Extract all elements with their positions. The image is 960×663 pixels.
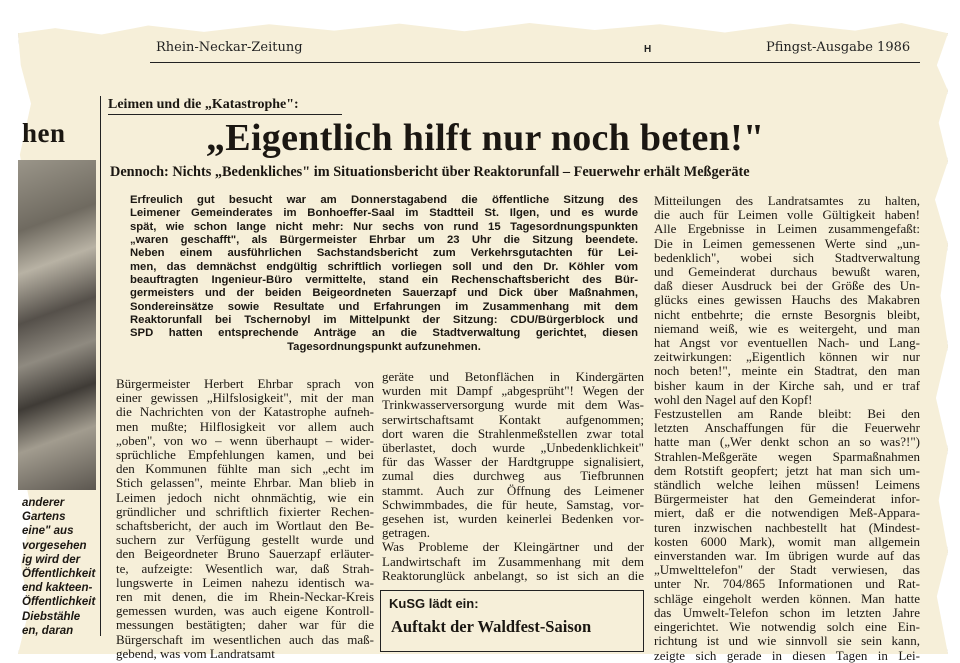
article-column-3 (654, 194, 920, 663)
caption-line: Diebstähle (22, 610, 81, 623)
article-headline: „Eigentlich hilft nur noch beten!" (206, 117, 765, 159)
lead-line: „waren geschafft", als Bürgermeister Ehrbar um 23 Uhr die Sitzung beendete. (130, 234, 638, 247)
column-3-line: hat Angst vor eventuellen Nach- und Lang- (654, 336, 920, 351)
column-2-line: stammt. Auch zur Öffnung des Leimener (382, 483, 644, 498)
lead-line: SPD hatten entsprechende Anträge an die Stadtverwaltung gerichtet, diesen (130, 327, 638, 340)
column-3-line: dem Rotstift geopfert; jetzt hat man sich um- (654, 463, 920, 478)
column-3-line: letzten Anschaffungen für die Feuerwehr (654, 421, 920, 436)
column-1-line: den Beigeordneter Bruno Sauerzapf erläuter- (116, 547, 374, 562)
column-3-line: „Umwelttelefon" der Stadt verwiesen, das (654, 563, 920, 578)
lead-line: Neben einem ausführlichen Sachstandsbericht zum Verkehrsgutachten für Lei- (130, 247, 638, 260)
column-2-line: Reaktorunglück anbelangt, so ist sich an die (382, 568, 644, 583)
article-column-2 (382, 370, 644, 583)
column-2-line: getragen. (382, 526, 431, 541)
caption-line: ig wird der (22, 553, 81, 566)
column-1-line: gemessen wurden, was auch eigene Kontroll- (116, 604, 374, 619)
edition-label: Pfingst-Ausgabe 1986 (766, 40, 911, 55)
column-2-line: dort waren die Strahlenmeßstellen zwar total (382, 426, 644, 441)
column-3-line: Alle Ergebnisse in Leimen zusammengefaßt: (654, 222, 920, 237)
event-box-heading: Auftakt der Waldfest-Saison (391, 617, 592, 636)
column-1-line: Bürgermeister Herbert Ehrbar sprach von (116, 377, 374, 391)
column-1-line: ren mit denen, die im Rhein-Neckar-Kreis (116, 590, 374, 605)
newspaper-name: Rhein-Neckar-Zeitung (156, 40, 303, 55)
column-2-line: Schwimmbades, die für heute, Samstag, vor- (382, 497, 644, 512)
column-3-line: zeitwirkungen: „Eigentlich können wir nur (654, 350, 920, 365)
column-3-line: bedenklich", wobei sich Stadtverwaltung (654, 250, 920, 265)
column-3-line: ständlich welche leihen müssen! Leimens (654, 478, 920, 493)
column-2-line: Was Probleme der Kleingärtner und der (382, 540, 644, 555)
column-3-line: schläge eingeholt werden können. Man hatte (654, 591, 920, 606)
column-1-line: Leimen jedoch nicht ohnmächtig, wie ein (116, 490, 374, 505)
column-3-line: nicht entbehrte; die ernste Besorgnis bleibt, (654, 307, 920, 322)
column-2-line: überlastet, doch wurde „Unbedenklichkeit" (382, 441, 644, 456)
column-3-line: daß dieser Ausdruck bei der Größe des Un- (654, 279, 920, 294)
column-1-line: suchern zur Verfügung gestellt wurde und (116, 533, 374, 548)
lead-line: Tagesordnungspunkt aufzunehmen. (287, 340, 481, 353)
article-column-1 (116, 377, 374, 661)
column-3-line: Die in Leimen gemessenen Werte sind „un- (654, 236, 920, 251)
column-1-line: messungen bestätigten; daher war für die (116, 618, 374, 633)
column-1-line: Bürgerschaft im wesentlichen auch das maß- (116, 632, 374, 647)
column-3-line: Strahlen-Meßgeräte wegen Sparmaßnahmen (654, 449, 920, 464)
column-3-line: miert, daß er die notwendigen Meß-Appara- (654, 506, 920, 521)
caption-line: Öffentlichkeit (22, 596, 96, 609)
left-article-caption (22, 496, 98, 638)
column-3-line: einverstanden war. Im übrigen wurde auf das (654, 549, 920, 564)
column-3-line: Bürgermeister hat den Gemeinderat infor- (654, 492, 920, 507)
column-2-line: für das Wasser der Hardtgruppe signalisiert, (382, 455, 644, 470)
column-3-line: niemand weiß, wie es weitergeht, und man (654, 321, 920, 336)
caption-line: Öffentlichkeit (22, 568, 96, 581)
column-1-line: sprüchliche Empfehlungen kamen, und bei (116, 448, 374, 463)
lead-line: Reaktorunfall bei Tschernobyl im Mittelpunkt der Sitzung: CDU/Bürgerblock und (130, 314, 638, 327)
column-3-line: glücks eines gewissen Hauchs des Makabren (654, 293, 920, 308)
column-2-line: zumal dies durchweg aus Tiefbrunnen (382, 469, 644, 484)
lead-line: men, das demnächst endgültig schriftlich vorliegen soll und den Dr. Köhler vom (130, 260, 638, 273)
lead-line: Sondereinsätze sowie Resultate und Erfahrungen im Zusammenhang mit dem (130, 300, 638, 313)
column-1-line: gründlicher und schriftlich fixierter Rechen- (116, 504, 374, 519)
column-1-line: schaftsbericht, der auch im Wortlaut den Be- (116, 519, 374, 534)
kicker-underline (108, 114, 342, 115)
column-2-line: Trinkwasserversorgung wurde mit dem Was- (382, 398, 644, 413)
caption-line: Gartens (22, 511, 66, 524)
lead-line: germeisters und der beiden Beigeordneten Sauerzapf und Dick über Maßnahmen, (130, 287, 638, 300)
column-1-line: einer gewissen „Hilfslosigkeit", mit der man (116, 391, 374, 406)
column-1-line: gebend, was vom Landratsamt (116, 646, 275, 661)
caption-line: en, daran (22, 624, 74, 637)
header-rule (150, 62, 920, 63)
column-1-line: men mußte; Hilflosigkeit vor allem auch (116, 419, 374, 434)
column-3-line: noch beten!", meinte ein Stadtrat, den man (654, 364, 920, 379)
article-lead-paragraph (130, 194, 638, 354)
column-3-line: kosten 6000 Mark), womit man allgemein (654, 534, 920, 549)
lead-line: Erfreulich gut besucht war am Donnerstagabend die öffentliche Sitzung des (130, 194, 638, 206)
caption-line: eine" aus (22, 525, 74, 538)
column-3-line: das Umwelt-Telefon schon im letzten Jahre (654, 605, 920, 620)
column-2-line: serwirtschaftsamt Kontakt aufgenommen; (382, 412, 644, 427)
column-1-line: te, aufzeigte: Wesentlich war, daß Strah- (116, 561, 374, 576)
article-kicker: Leimen und die „Katastrophe": (108, 97, 299, 112)
column-2-line: geräte und Betonflächen in Kindergärten (382, 370, 644, 384)
event-box (380, 590, 644, 652)
column-3-line: bisher kaum in der Kirche sah, und er traf (654, 378, 920, 393)
event-box-title: KuSG lädt ein: (389, 596, 479, 611)
column-3-line: zeigte sich gerade in diesen Tagen in Lei- (654, 648, 920, 663)
lead-line: spät, wie schon lange nicht mehr: Nur sechs von rund 15 Tagesordnungspunkten (130, 220, 638, 233)
caption-line: end kakteen- (22, 582, 93, 595)
column-1-line: „oben", von wo – wenn überhaupt – wider- (116, 433, 374, 448)
article-subheadline: Dennoch: Nichts „Bedenkliches" im Situationsbericht über Reaktorunfall – Feuerwehr erhält Meßgeräte (110, 164, 750, 180)
column-3-line: Mitteilungen des Landratsamtes zu halten, (654, 194, 920, 208)
column-3-line: die auch für Leimen volle Gültigkeit haben! (654, 208, 920, 223)
left-article-title-fragment: hen (22, 118, 66, 148)
caption-line: anderer (22, 497, 65, 509)
column-3-line: hatte man („Wer denkt schon an so was?!") (654, 435, 920, 450)
section-letter: H (644, 44, 652, 55)
column-3-line: richtung ist und wie sinnvoll sie sein kann, (654, 634, 920, 649)
column-3-line: eingerichtet. Wie notwendig solch eine Ein- (654, 620, 920, 635)
column-1-line: den Kommunen fühlte man sich „echt im (116, 462, 374, 477)
column-divider (100, 96, 101, 636)
column-1-line: die Nachrichten von der Katastrophe aufneh- (116, 405, 374, 420)
lead-line: Leimener Gemeinderates im Bonhoeffer-Saal im Stadtteil St. Ilgen, und es wurde (130, 207, 638, 220)
column-2-line: Landwirtschaft im Zusammenhang mit dem (382, 554, 644, 569)
column-3-line: unter Nr. 704/865 Informationen und Rat- (654, 577, 920, 592)
news-photo (18, 160, 96, 490)
column-3-line: wohl den Nagel auf den Kopf! (654, 392, 813, 407)
column-3-line: Festzustellen am Rande bleibt: Bei den (654, 407, 920, 422)
column-2-line: gesehen ist, wurden keinerlei Bedenken vor- (382, 512, 644, 527)
column-2-line: wurden mit Dampf „abgesprüht"! Wegen der (382, 384, 644, 399)
lead-line: beauftragten Ingenieur-Büro vermittelte, stand ein Rechenschaftsbericht des Bür- (130, 274, 638, 287)
column-1-line: lungswerte in Leimen nahezu identisch wa- (116, 575, 374, 590)
column-1-line: Stich gelassen", meinte Ehrbar. Man blieb in (116, 476, 374, 491)
column-3-line: und Gemeinderat durchaus bewußt waren, (654, 265, 920, 280)
column-3-line: turen inzwischen nachbestellt hat (Mindest- (654, 520, 920, 535)
caption-line: vorgesehen (22, 539, 87, 552)
